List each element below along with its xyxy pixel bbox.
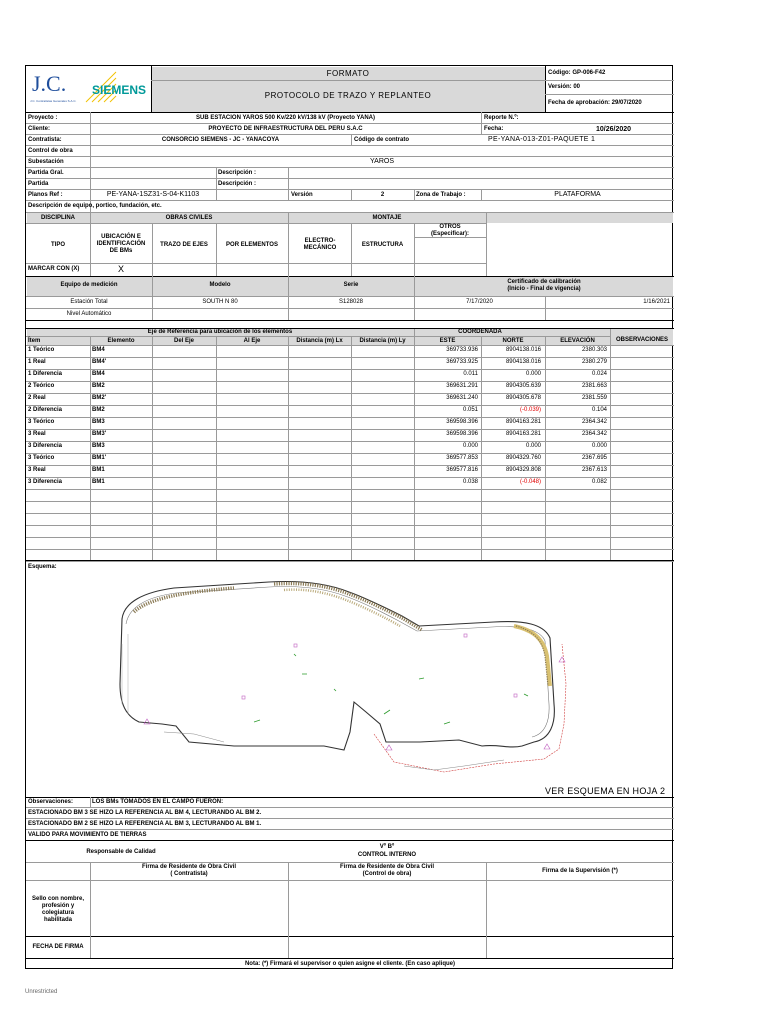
firma-residente-contratista: Firma de Residente de Obra Civil [141, 864, 237, 870]
row-item: 3 Diferencia [28, 479, 63, 485]
jc-logo-subtext: J.C. Contratistas Generales S.A.C. [30, 99, 77, 103]
modelo-value: SOUTH N 80 [202, 299, 238, 305]
observaciones-line-1: LOS BMs TOMADOS EN EL CAMPO FUERON: [92, 799, 224, 805]
fecha-value: 10/26/2020 [596, 126, 632, 133]
contratista-sub: ( Contratista) [170, 871, 208, 877]
row-elemento: BM3 [92, 443, 105, 449]
row-este: 369733.925 [446, 359, 478, 365]
zona-value: PLATAFORMA [554, 191, 601, 198]
vb-label: Vº Bº [379, 844, 395, 850]
col-distancia-ly: Distancia (m) Ly [359, 338, 406, 344]
row-elemento: BM2 [92, 407, 105, 413]
row-elemento: BM1 [92, 467, 105, 473]
row-este: 0.051 [462, 407, 478, 413]
electromecanico-label: ELECTRO-MECÁNICO [303, 238, 337, 251]
row-norte: 8904163.281 [505, 419, 541, 425]
descripcion-label-2: Descripción : [218, 181, 257, 187]
observaciones-line-4: VALIDO PARA MOVIMIENTO DE TIERRAS [28, 832, 147, 838]
row-item: 3 Teórico [28, 419, 55, 425]
sello-label: Sello con nombre, profesión y colegiatura habilitada [31, 896, 84, 923]
certificado-sub-label: (Inicio - Final de vigencia) [507, 286, 581, 292]
otros-label: OTROS (Especificar): [430, 224, 469, 237]
row-item: 3 Real [28, 431, 46, 437]
row-item: 1 Real [28, 359, 46, 365]
row-este: 0.038 [462, 479, 478, 485]
row-elevacion: 2381.663 [581, 383, 607, 389]
col-del-eje: Del Eje [173, 338, 194, 344]
row-norte: 0.000 [525, 371, 541, 377]
row-elemento: BM3 [92, 419, 105, 425]
ubicacion-label: UBICACIÓN E IDENTIFICACIÓN DE BMs [96, 234, 146, 254]
row-este: 369598.396 [446, 419, 478, 425]
esquema-label: Esquema: [28, 564, 57, 570]
row-norte: 8904329.760 [505, 455, 541, 461]
row-este: 369598.396 [446, 431, 478, 437]
row-elevacion: 0.082 [591, 479, 607, 485]
estructura-label: ESTRUCTURA [361, 242, 404, 248]
estacion-total-label: Estación Total [70, 299, 108, 305]
row-elemento: BM4' [92, 359, 107, 365]
nivel-automatico-label: Nivel Automático [66, 311, 112, 317]
cliente-value: PROYECTO DE INFRAESTRUCTURA DEL PERU S.A.C [208, 126, 363, 132]
col-al-eje: Al Eje [243, 338, 261, 344]
row-elemento: BM2 [92, 383, 105, 389]
fecha-firma-label: FECHA DE FIRMA [32, 944, 84, 950]
fecha-label: Fecha: [484, 126, 504, 132]
trazo-ejes-label: TRAZO DE EJES [160, 242, 208, 248]
contratista-label: Contratista: [28, 137, 62, 143]
col-item: Ítem [28, 338, 41, 344]
version-field-value: 2 [380, 192, 385, 198]
col-distancia-lx: Distancia (m) Lx [296, 338, 343, 344]
row-norte: (-0.039) [519, 407, 541, 413]
por-elementos-label: POR ELEMENTOS [226, 242, 278, 248]
row-item: 1 Teórico [28, 347, 55, 353]
zona-label: Zona de Trabajo : [416, 192, 466, 198]
observaciones-line-2: ESTACIONADO BM 3 SE HIZO LA REFERENCIA AL BM 4, LECTURANDO AL BM 2. [28, 810, 262, 816]
row-elevacion: 2381.559 [581, 395, 607, 401]
row-este: 0.000 [462, 443, 478, 449]
esquema-drawing [104, 574, 574, 779]
equipo-medicion-label: Equipo de medición [60, 282, 118, 288]
ver-esquema-hoja-2: VER ESQUEMA EN HOJA 2 [545, 786, 666, 796]
modelo-label: Modelo [209, 282, 231, 288]
montaje-label: MONTAJE [372, 215, 402, 221]
tipo-label: TIPO [50, 242, 65, 248]
col-norte: NORTE [502, 338, 524, 344]
responsable-calidad-label: Responsable de Calidad [86, 849, 156, 855]
row-elemento: BM2' [92, 395, 107, 401]
version-field-label: Versión [291, 192, 313, 198]
row-norte: 8904305.639 [505, 383, 541, 389]
protocol-form [25, 65, 673, 969]
row-item: 2 Real [28, 395, 46, 401]
codigo-contrato-value: PE-YANA-013-Z01-PAQUETE 1 [488, 136, 596, 143]
row-norte: 8904138.016 [505, 359, 541, 365]
row-item: 2 Diferencia [28, 407, 63, 413]
serie-value: S128028 [338, 299, 364, 305]
marcar-x-value: X [117, 264, 124, 274]
firma-supervision-label: Firma de la Supervisión (*) [542, 868, 618, 874]
row-norte: 8904329.808 [505, 467, 541, 473]
row-item: 1 Diferencia [28, 371, 63, 377]
row-elevacion: 2380.279 [581, 359, 607, 365]
planos-label: Planos Ref : [28, 192, 63, 198]
observaciones-label: Observaciones: [28, 799, 74, 805]
nota-label: Nota: (*) Firmará el supervisor o quien asigne el cliente. (En caso aplique) [244, 961, 456, 967]
proyecto-label: Proyecto : [28, 115, 58, 121]
cert-inicio-value: 7/17/2020 [466, 299, 493, 305]
control-obra-label: Control de obra [28, 148, 73, 154]
row-este: 369577.816 [446, 467, 478, 473]
row-norte: 8904305.678 [505, 395, 541, 401]
subestacion-label: Subestación [28, 159, 64, 165]
marcar-label: MARCAR CON (X) [28, 266, 80, 272]
row-elemento: BM4 [92, 371, 105, 377]
row-norte: 8904163.281 [505, 431, 541, 437]
row-item: 3 Diferencia [28, 443, 63, 449]
control-interno-label: CONTROL INTERNO [357, 852, 417, 858]
row-este: 369631.291 [446, 383, 478, 389]
jc-logo-text: J.C. [32, 71, 67, 96]
page-title: PROTOCOLO DE TRAZO Y REPLANTEO [264, 91, 432, 100]
obras-civiles-label: OBRAS CIVILES [165, 215, 213, 221]
disciplina-label: DISCIPLINA [40, 215, 75, 221]
row-este: 0.011 [463, 371, 478, 377]
row-este: 369733.936 [446, 347, 478, 353]
firma-residente-control: Firma de Residente de Obra Civil [339, 864, 435, 870]
descripcion-equipo-label: Descripción de equipo, portico, fundación, etc. [28, 203, 162, 209]
contratista-value: CONSORCIO SIEMENS - JC - YANACOYA [161, 137, 280, 143]
partida-gral-label: Partida Gral. [28, 170, 64, 176]
row-elemento: BM1' [92, 455, 107, 461]
row-elemento: BM4 [92, 347, 105, 353]
codigo-label: Código: GP-006-F42 [548, 70, 606, 76]
row-elevacion: 0.000 [591, 443, 607, 449]
row-elevacion: 0.024 [591, 371, 607, 377]
reporte-label: Reporte N.º: [484, 115, 519, 121]
row-elevacion: 2367.613 [581, 467, 607, 473]
siemens-logo-text: SIEMENS [92, 83, 147, 97]
cert-final-value: 1/16/2021 [643, 299, 670, 305]
row-item: 3 Real [28, 467, 46, 473]
row-este: 369631.240 [446, 395, 478, 401]
planos-value: PE-YANA-1SZ31-S-04-K1103 [106, 191, 200, 198]
col-este: ESTE [439, 338, 456, 344]
formato-label: FORMATO [326, 69, 370, 78]
eje-referencia-label: Eje de Referencia para ubicación de los elementos [147, 329, 293, 335]
codigo-contrato-label: Código de contrato [354, 137, 409, 143]
row-item: 3 Teórico [28, 455, 55, 461]
row-item: 2 Teórico [28, 383, 55, 389]
row-norte: (-0.048) [519, 479, 541, 485]
col-elevacion: ELEVACIÓN [560, 338, 595, 344]
row-elemento: BM1 [92, 479, 105, 485]
partida-label: Partida [28, 181, 49, 187]
coordenada-label: COORDENADA [458, 329, 502, 335]
row-elevacion: 2367.695 [581, 455, 607, 461]
col-elemento: Elemento [107, 338, 135, 344]
row-elemento: BM3' [92, 431, 107, 437]
fecha-aprobacion-label: Fecha de aprobación: 29/07/2020 [548, 100, 642, 106]
row-elevacion: 0.104 [591, 407, 607, 413]
descripcion-label-1: Descripción : [218, 170, 257, 176]
subestacion-value: YAROS [370, 158, 394, 165]
cliente-label: Cliente: [28, 126, 51, 132]
row-elevacion: 2364.342 [581, 431, 607, 437]
observaciones-line-3: ESTACIONADO BM 2 SE HIZO LA REFERENCIA AL BM 3, LECTURANDO AL BM 1. [28, 821, 262, 827]
version-label: Versión: 00 [548, 84, 581, 90]
proyecto-value: SUB ESTACION YAROS 500 Kv/220 kV/138 kV (Proyecto YANA) [196, 115, 375, 121]
row-elevacion: 2380.303 [581, 347, 607, 353]
unrestricted-label: Unrestricted [25, 989, 58, 995]
serie-label: Serie [343, 282, 359, 288]
observaciones-col-label: OBSERVACIONES [615, 337, 669, 343]
certificado-label: Certificado de calibración [507, 279, 581, 285]
row-elevacion: 2364.342 [581, 419, 607, 425]
control-obra-sub: (Control de obra) [362, 871, 412, 877]
row-este: 369577.853 [446, 455, 478, 461]
row-norte: 0.000 [525, 443, 541, 449]
row-norte: 8904138.016 [505, 347, 541, 353]
